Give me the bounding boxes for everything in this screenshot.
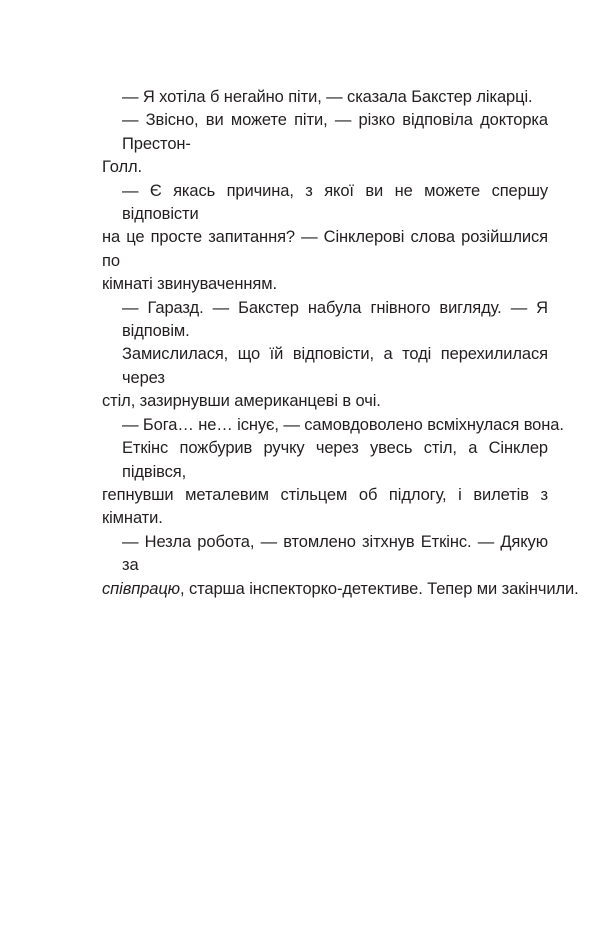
paragraph-3: [102, 180, 548, 297]
text-line: на це просте запитання? — Сінклерові слова розійшлися по: [102, 228, 548, 270]
paragraph-8: [102, 531, 579, 601]
text-fragment: , старша інспекторко-детективе. Тепер ми закінчили.: [179, 579, 579, 598]
text-line: гепнувши металевим стільцем об підлогу, і вилетів з кімнати.: [102, 485, 548, 528]
text-line: Замислилася, що їй відповісти, а тоді перехилилася через: [122, 345, 548, 387]
paragraph-2: [102, 109, 548, 179]
body-text: [102, 86, 579, 601]
text-line: — Звісно, ви можете піти, — різко відповіла докторка Престон-: [122, 111, 548, 153]
text-line: — Є якась причина, з якої ви не можете спершу відповісти: [122, 181, 548, 224]
text-line: стіл, зазирнувши американцеві в очі.: [102, 392, 381, 411]
text-line: Голл.: [102, 158, 142, 177]
paragraph-6: [102, 414, 564, 437]
text-line: [102, 578, 579, 601]
text-line: — Бога… не… існує, — самовдоволено всміхнулася вона.: [122, 415, 564, 434]
paragraph-5: [102, 343, 548, 413]
paragraph-1: [102, 86, 548, 109]
text-line: Еткінс пожбурив ручку через увесь стіл, а Сінклер підвівся,: [122, 439, 548, 481]
text-line: — Незла робота, — втомлено зітхнув Еткінс. — Дякую за: [122, 532, 548, 575]
text-line: кімнаті звинуваченням.: [102, 275, 277, 294]
text-line: — Я хотіла б негайно піти, — сказала Бакстер лікарці.: [122, 88, 533, 106]
paragraph-4: [102, 297, 548, 344]
paragraph-7: [102, 437, 548, 531]
text-line: — Гаразд. — Бакстер набула гнівного вигляду. — Я відповім.: [122, 298, 548, 341]
italic-word: співпрацю: [102, 579, 180, 598]
